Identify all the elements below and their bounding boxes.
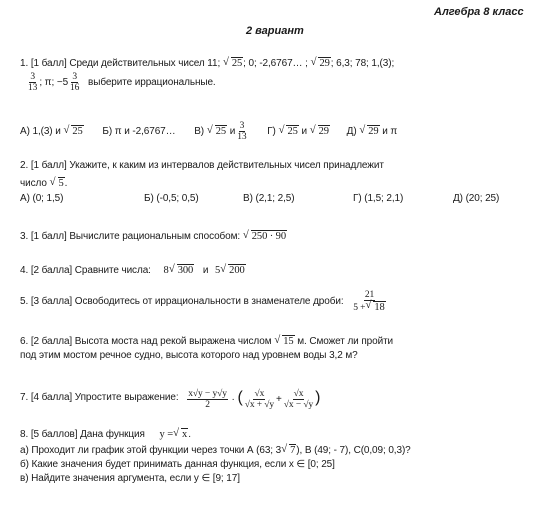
q4-line: 4. [2 балла] Сравните числа: 8√ 300 и 5√ 200 bbox=[20, 264, 246, 276]
q7-fraction-2: $\frac{√x}{√x - √y}$ bbox=[283, 389, 314, 410]
q5-line: 5. [3 балла] Освободитесь от иррациональности в знаменателе дроби: $\frac{21}{5 +√ 18}$ bbox=[20, 290, 388, 313]
q8-item-a: а) Проходит ли график этой функции через точки А (63; 3√ 7), В (49; - 7), С(0,09; 0,3)? bbox=[20, 444, 411, 456]
sqrt-7: √ 7 bbox=[282, 444, 296, 456]
q8-head: 8. [5 баллов] Дана функция y =√ x. bbox=[20, 428, 191, 440]
q1-option-g[interactable]: Г) √ 25 и √ 29 bbox=[267, 126, 330, 137]
sqrt-200: √ 200 bbox=[221, 264, 245, 276]
q2-line1: 2. [1 балл] Укажите, к каким из интервалов действительных чисел принадлежит bbox=[20, 160, 384, 171]
sqrt-29: √ 29 bbox=[311, 57, 330, 69]
q7-fraction-1: $\frac{√x}{√x + √y}$ bbox=[244, 389, 275, 410]
subject-title: Алгебра 8 класс bbox=[434, 6, 524, 18]
q1-options bbox=[20, 121, 397, 142]
variant-title: 2 вариант bbox=[246, 25, 304, 37]
q8-item-b: б) Какие значения будет принимать данная функция, если x ∈ [0; 25] bbox=[20, 459, 335, 470]
sqrt-300: √ 300 bbox=[170, 264, 194, 276]
q7-fraction-main: $\frac{x√y - y√y}{2}$ bbox=[188, 389, 227, 410]
q2-option-b[interactable]: Б) (-0,5; 0,5) bbox=[144, 193, 199, 204]
q8-item-v: в) Найдите значения аргумента, если y ∈ [9; 17] bbox=[20, 473, 240, 484]
q1-option-a[interactable]: А) 1,(3) и √ 25 bbox=[20, 126, 84, 137]
sqrt-15: √ 15 bbox=[275, 335, 294, 347]
fraction-3-13: $\frac{3}{13}$ bbox=[28, 72, 38, 93]
fraction-21: $\frac{21}{5 +√ 18}$ bbox=[352, 290, 387, 313]
q1-line2: $\frac{3}{13}$ ; π; −5 $\frac{3}{16}$ выберите иррациональные. bbox=[28, 72, 216, 93]
q7-line: 7. [4 балла] Упростите выражение: $\frac{x√y - y√y}{2}$ · ( $\frac{√x}{√x + √y}$ + $\frac{√x}{√x - √y}$ ) bbox=[20, 389, 321, 410]
q2-option-a[interactable]: А) (0; 1,5) bbox=[20, 193, 64, 204]
q2-option-g[interactable]: Г) (1,5; 2,1) bbox=[353, 193, 404, 204]
q1-option-v[interactable]: В) √ 25 и $\frac{3}{13}$ bbox=[194, 126, 248, 137]
q3-line: 3. [1 балл] Вычислите рациональным способом: √ 250 · 90 bbox=[20, 230, 287, 242]
q2-option-d[interactable]: Д) (20; 25) bbox=[453, 193, 500, 204]
q1-text: 1. [1 балл] Среди действительных чисел 11; bbox=[20, 58, 221, 69]
fraction-3-16: $\frac{3}{16}$ bbox=[70, 72, 80, 93]
q2-line2: число √ 5. bbox=[20, 177, 67, 189]
q6-line1: 6. [2 балла] Высота моста над рекой выражена числом √ 15 м. Сможет ли пройти bbox=[20, 335, 393, 347]
q6-line2: под этим мостом речное судно, высота которого над уровнем воды 3,2 м? bbox=[20, 350, 358, 361]
q1-option-d[interactable]: Д) √ 29 и π bbox=[347, 126, 398, 137]
sqrt-5: √ 5 bbox=[51, 177, 65, 189]
sqrt-25: √ 25 bbox=[224, 57, 243, 69]
q1-option-b[interactable]: Б) π и -2,6767… bbox=[102, 126, 176, 138]
q2-option-v[interactable]: В) (2,1; 2,5) bbox=[243, 193, 295, 204]
sqrt-x: √ x bbox=[174, 428, 188, 440]
q1-line1: 1. [1 балл] Среди действительных чисел 11; √ 25; 0; -2,6767… ; √ 29; 6,3; 78; 1,(3); bbox=[20, 57, 394, 69]
sqrt-250-90: √ 250 · 90 bbox=[244, 230, 287, 242]
